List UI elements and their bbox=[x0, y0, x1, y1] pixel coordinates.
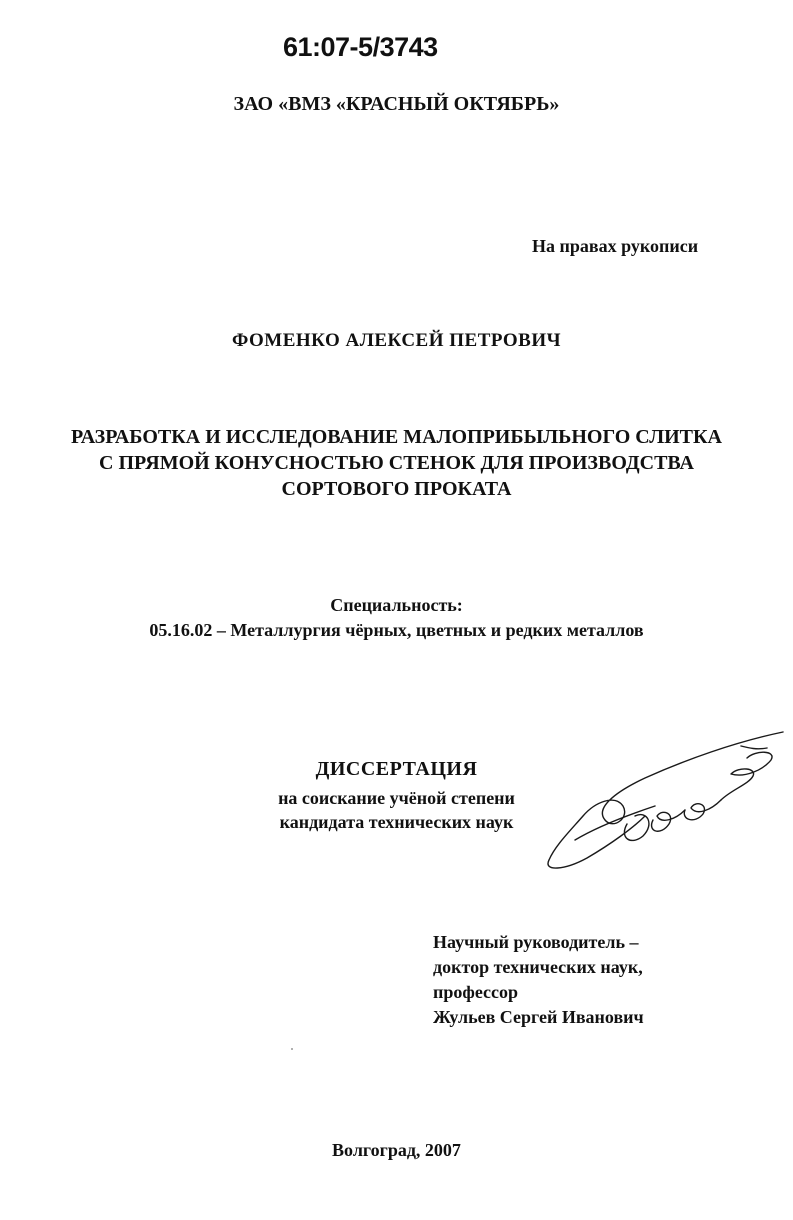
dissertation-type: ДИССЕРТАЦИЯ bbox=[315, 758, 478, 780]
supervisor-line-1: Научный руководитель – bbox=[433, 932, 639, 952]
handwritten-signature bbox=[535, 720, 785, 880]
purpose-line-1: на соискание учёной степени bbox=[278, 788, 515, 808]
purpose-line-2: кандидата технических наук bbox=[279, 812, 514, 832]
supervisor-line-4: Жульев Сергей Иванович bbox=[433, 1007, 644, 1027]
specialty-label: Специальность: bbox=[330, 595, 463, 615]
author-name: ФОМЕНКО АЛЕКСЕЙ ПЕТРОВИЧ bbox=[231, 330, 562, 351]
organization-name: ЗАО «ВМЗ «КРАСНЫЙ ОКТЯБРЬ» bbox=[233, 93, 560, 115]
specialty-value: 05.16.02 – Металлургия чёрных, цветных и редких металлов bbox=[149, 620, 644, 640]
title-line-3: СОРТОВОГО ПРОКАТА bbox=[281, 478, 512, 500]
city-year: Волгоград, 2007 bbox=[332, 1140, 461, 1160]
rights-note: На правах рукописи bbox=[532, 236, 699, 256]
scientific-supervisor bbox=[433, 930, 644, 1030]
title-line-2: С ПРЯМОЙ КОНУСНОСТЬЮ СТЕНОК ДЛЯ ПРОИЗВОДСТВА bbox=[99, 452, 694, 474]
supervisor-line-2: доктор технических наук, bbox=[433, 957, 643, 977]
dissertation-title bbox=[0, 424, 793, 502]
archive-code: 61:07-5/3743 bbox=[283, 32, 438, 62]
supervisor-line-3: профессор bbox=[433, 982, 519, 1002]
scan-speck bbox=[291, 1048, 293, 1050]
title-line-1: РАЗРАБОТКА И ИССЛЕДОВАНИЕ МАЛОПРИБЫЛЬНОГО СЛИТКА bbox=[71, 426, 722, 448]
